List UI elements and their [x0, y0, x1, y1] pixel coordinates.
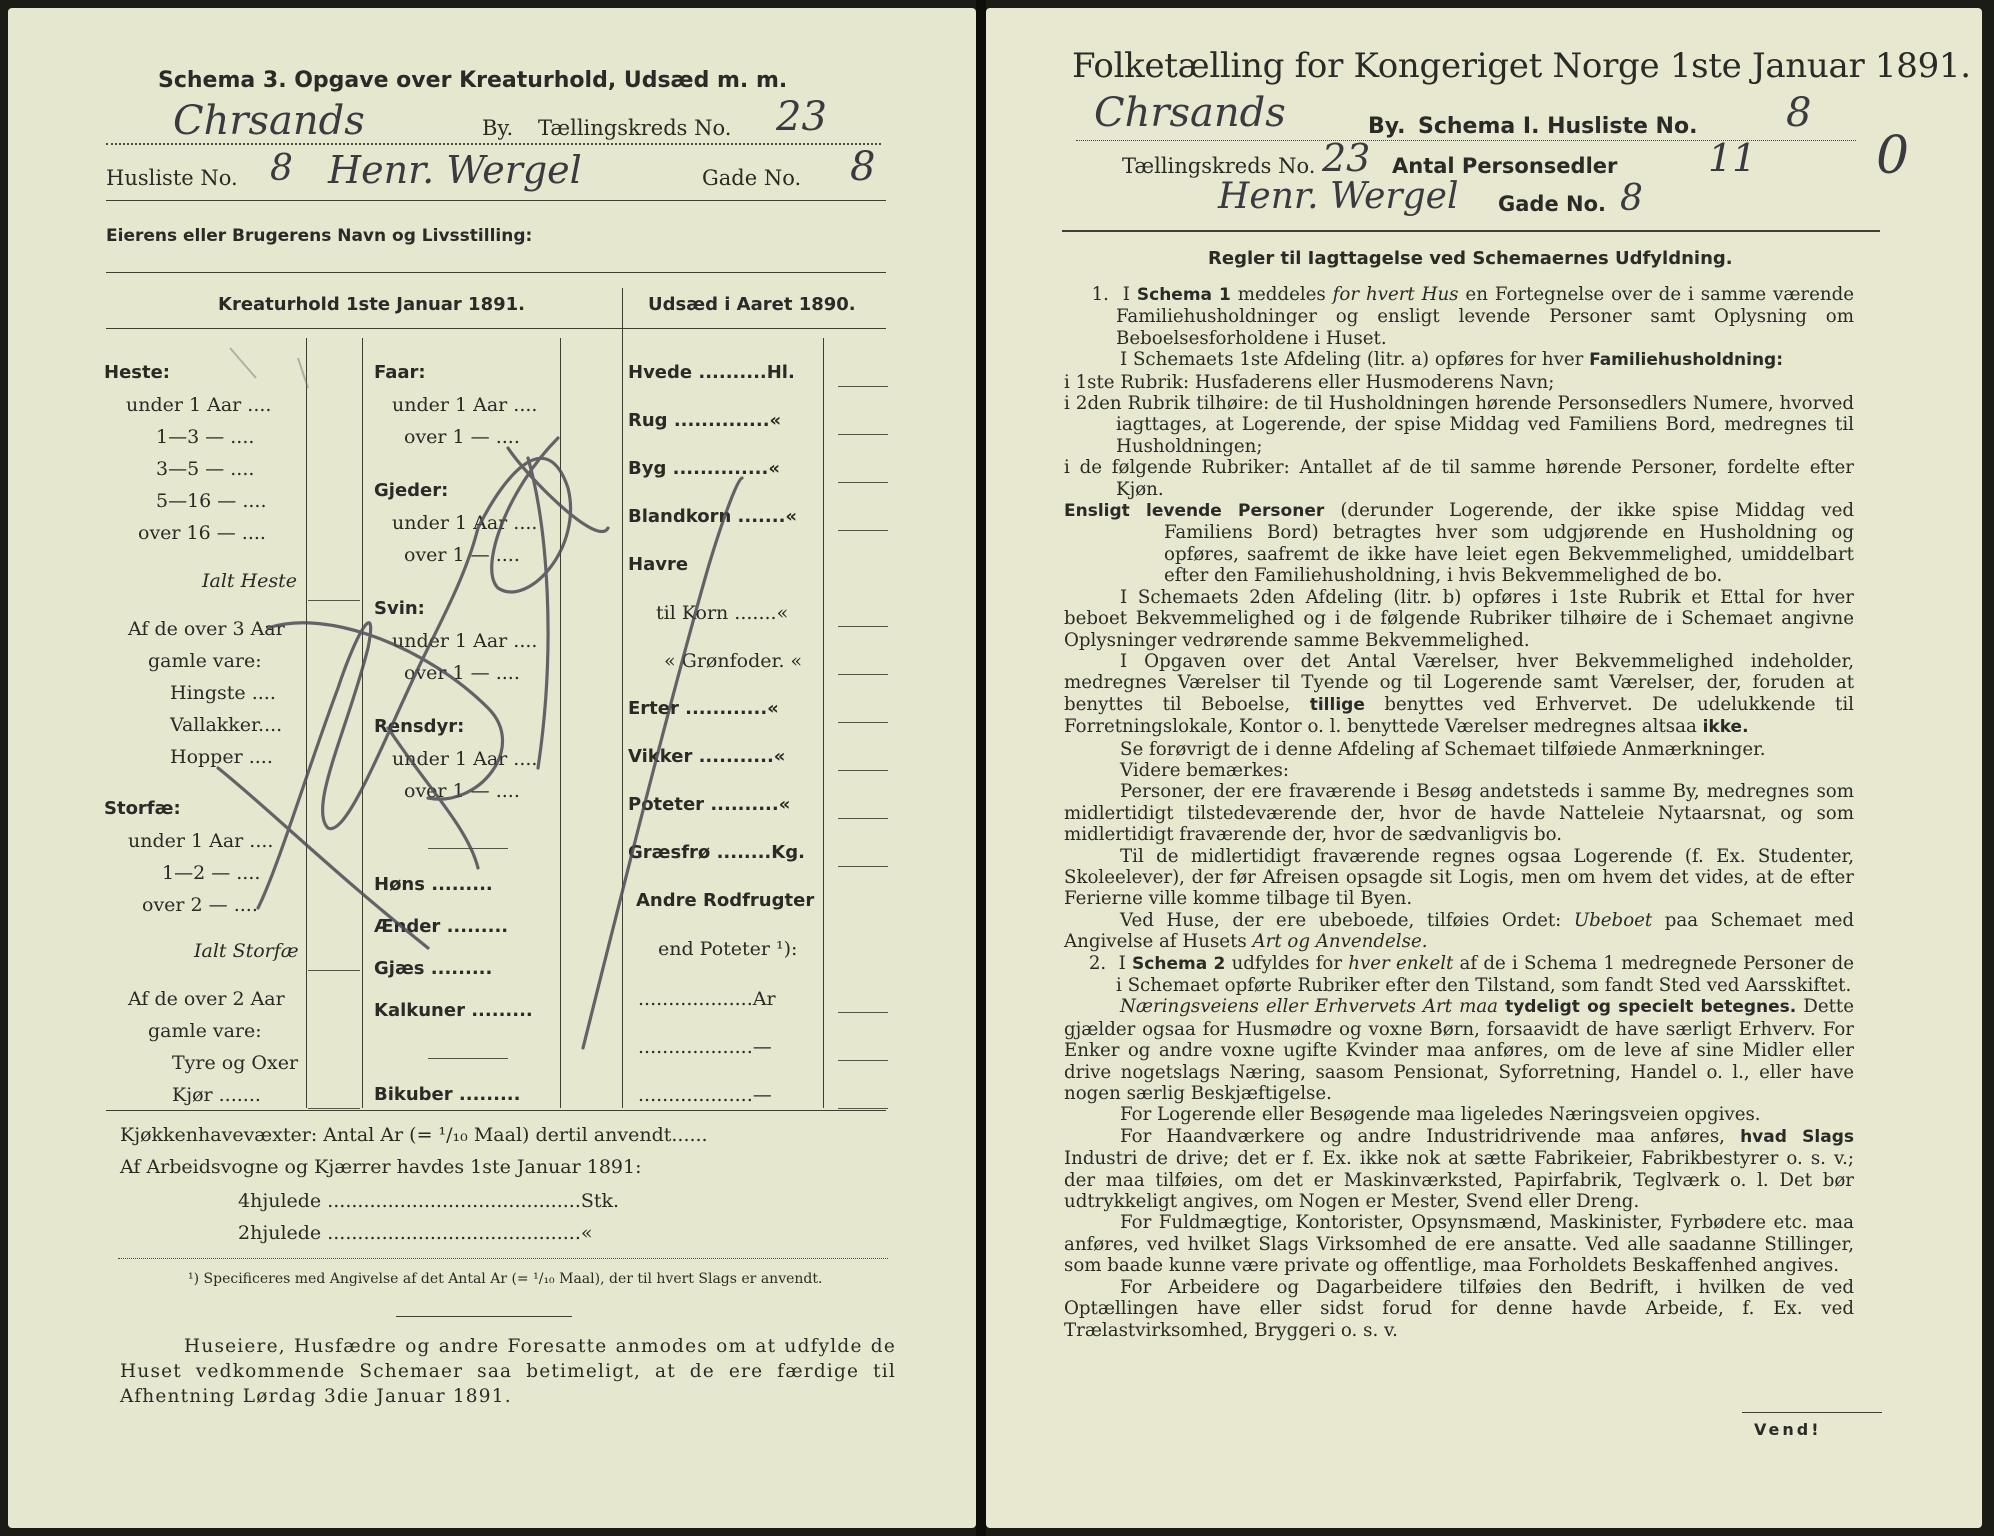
faar-over1: over 1 — .... [404, 426, 520, 448]
answer-line [838, 1012, 888, 1013]
left-by-label: By. [482, 116, 514, 140]
svin-label: Svin: [374, 598, 425, 619]
right-page-schema-1 [986, 8, 1982, 1528]
rensdyr-over1: over 1 — .... [404, 780, 520, 802]
left-gade-value: 8 [850, 144, 876, 190]
vikker: Vikker ...........« [628, 746, 786, 767]
right-gade-value: 8 [1620, 178, 1643, 219]
right-schema-label: Schema I. Husliste No. [1418, 114, 1698, 139]
right-antal-value: 11 [1708, 136, 1757, 180]
byg: Byg ..............« [628, 458, 780, 479]
heste-1-3: 1—3 — .... [156, 426, 255, 448]
ialt-storfae: Ialt Storfæ [194, 940, 299, 962]
kalkuner: Kalkuner ......... [374, 1000, 533, 1021]
heste-over3: Af de over 3 Aar [128, 618, 285, 640]
rules-heading: Regler til Iagttagelse ved Schemaernes Udfyldning. [1208, 248, 1733, 269]
rule-1: 1. I Schema 1 meddeles for hvert Hus en Fortegnelse over de i samme værende Familiehusholdninger og ensligt levende Personer samt Oplysning om Beboelsesforholdene i Huset. [1064, 284, 1854, 349]
right-street-handwritten: Henr. Wergel [1218, 176, 1459, 217]
left-owner-label: Eierens eller Brugerens Navn og Livsstilling: [106, 226, 533, 246]
havre-gronfoder: « Grønfoder. « [664, 650, 803, 672]
gjeder-label: Gjeder: [374, 480, 449, 501]
answer-line [838, 626, 888, 627]
right-gade-label: Gade No. [1498, 192, 1606, 216]
right-taellingskreds-label: Tællingskreds No. [1122, 154, 1316, 178]
answer-line [838, 722, 888, 723]
answer-line [838, 530, 888, 531]
left-footnote: ¹) Specificeres med Angivelse af det Antal Ar (= ¹/₁₀ Maal), der til hvert Slags er anvendt. [188, 1271, 823, 1287]
svin-u1: under 1 Aar .... [392, 630, 538, 652]
left-taellingskreds-value: 23 [776, 94, 827, 140]
heste-over16: over 16 — .... [138, 522, 266, 544]
left-heading: Schema 3. Opgave over Kreaturhold, Udsæd m. m. [158, 68, 788, 93]
vallakker: Vallakker.... [170, 714, 283, 736]
udsaed-heading: Udsæd i Aaret 1890. [648, 294, 856, 315]
right-city-handwritten: Chrsands [1094, 90, 1286, 136]
right-antal-label: Antal Personsedler [1392, 154, 1618, 178]
right-by-label: By. [1368, 114, 1406, 139]
ialt-heste: Ialt Heste [202, 570, 298, 592]
book-spine [976, 0, 986, 1536]
left-rule-top [106, 200, 886, 201]
gjeder-over1: over 1 — .... [404, 544, 520, 566]
col-rule-5 [823, 338, 824, 1108]
heste-gamle: gamle vare: [148, 650, 262, 672]
end-poteter: end Poteter ¹): [658, 938, 798, 960]
storfae-1-2: 1—2 — .... [162, 862, 261, 884]
right-vend-rule [1742, 1412, 1882, 1413]
answer-line [838, 434, 888, 435]
right-taellingskreds-value: 23 [1322, 136, 1371, 180]
rensdyr-label: Rensdyr: [374, 716, 465, 737]
gjeder-u1: under 1 Aar .... [392, 512, 538, 534]
answer-line [838, 1108, 888, 1109]
hjul2-line: 2hjulede ..........................................« [238, 1222, 593, 1244]
kjokkenhave-line: Kjøkkenhavevæxter: Antal Ar (= ¹/₁₀ Maal) dertil anvendt...... [120, 1124, 708, 1146]
answer-line [428, 848, 508, 849]
erter: Erter ............« [628, 698, 779, 719]
heste-label: Heste: [104, 362, 170, 383]
answer-line [838, 770, 888, 771]
answer-line [428, 1058, 508, 1059]
left-gade-label: Gade No. [702, 166, 802, 190]
aender: Ænder ......... [374, 916, 509, 937]
left-separator [118, 1258, 888, 1259]
answer-line [838, 866, 888, 867]
answer-line [838, 482, 888, 483]
left-page-schema-3 [8, 8, 976, 1528]
havre-korn: til Korn .......« [656, 602, 789, 624]
arbeidsvogne-line: Af Arbeidsvogne og Kjærrer havdes 1ste Januar 1891: [120, 1156, 642, 1178]
storfae-label: Storfæ: [104, 798, 181, 819]
hopper: Hopper .... [170, 746, 273, 768]
left-husliste-label: Husliste No. [106, 166, 238, 190]
poteter: Poteter ..........« [628, 794, 791, 815]
left-husliste-value: 8 [270, 148, 293, 189]
storfae-u1: under 1 Aar .... [128, 830, 274, 852]
left-city-handwritten: Chrsands [173, 98, 365, 144]
answer-line [308, 600, 360, 601]
rodfrugter-line1: ...................Ar [638, 988, 776, 1010]
rug: Rug ..............« [628, 410, 782, 431]
faar-u1: under 1 Aar .... [392, 394, 538, 416]
storfae-over2: over 2 — .... [142, 894, 258, 916]
heste-5-16: 5—16 — .... [156, 490, 267, 512]
answer-line [838, 674, 888, 675]
answer-line [838, 818, 888, 819]
andre-rodfrugter: Andre Rodfrugter [636, 890, 815, 911]
tyre-oxer: Tyre og Oxer [172, 1052, 299, 1074]
answer-line [308, 1108, 360, 1109]
bikuber: Bikuber ......... [374, 1084, 521, 1105]
left-table-bottom-rule [106, 1110, 886, 1111]
kjor: Kjør ....... [172, 1084, 261, 1106]
col-rule-1 [306, 338, 307, 1108]
right-margin-mark: 0 [1876, 126, 1910, 186]
rule-2: 2. I Schema 2 udfyldes for hver enkelt af de i Schema 1 medregnede Personer de i Schemaet opførte Rubriker efter den Tilstand, som fandt Sted ved Aarsskiftet. [1064, 952, 1854, 996]
col-rule-2 [362, 338, 363, 1108]
storfae-over2-aar: Af de over 2 Aar [128, 988, 285, 1010]
left-closing-notice: Huseiere, Husfædre og andre Foresatte anmodes om at udfylde de Huset vedkommende Schemaer saa betimeligt, at de ere færdige til Afhentning Lørdag 3die Januar 1891. [120, 1336, 896, 1407]
kreaturhold-heading: Kreaturhold 1ste Januar 1891. [218, 294, 525, 315]
graesfro: Græsfrø ........Kg. [628, 842, 805, 863]
hjul4-line: 4hjulede ..........................................Stk. [238, 1190, 620, 1212]
left-taellingskreds-label: Tællingskreds No. [538, 116, 732, 140]
answer-line [838, 1060, 888, 1061]
hingste: Hingste .... [170, 682, 276, 704]
rules-body: 1. I Schema 1 meddeles for hvert Hus en Fortegnelse over de i samme værende Familiehusholdninger og ensligt levende Personer samt Oplysning om Beboelsesforholdene i Huset. I Schemaets 1ste Afdeling (litr. a) opføres for hver Familiehusholdning: i 1ste Rubrik: Husfaderens eller Husmoderens Navn; i 2den Rubrik tilhøire: de til Husholdningen hørende Personsedlers Numere, hvorved iagttages, at Logerende, der spise Middag ved Familiens Bord, medregnes til Husholdningen; i de følgende Rubriker: Antallet af de til samme hørende Personer, fordelte efter Kjøn. Ensligt levende Personer (derunder Logerende, der ikke spise Middag ved Familiens Bord) betragtes hver som udgjørende en Husholdning og opføres, saafremt de ikke have leiet egen Bekvemmelighed, umiddelbart efter den Familiehusholdning, i hvis Bekvemmelighed de bo. I Schemaets 2den Afdeling (litr. b) opføres i 1ste Rubrik et Ettal for hver beboet Bekvemmelighed og i de følgende Rubriker tilhøire de i Schemaet angivne Oplysninger vedrørende samme Bekvemmelighed. I Opgaven over det Antal Værelser, hver Bekvemmelighed indeholder, medregnes Værelser til Tyende og til Logerende samt Værelser, der, foruden at benyttes til Beboelse, tillige benyttes ved Erhvervet. De udelukkende til Forretningslokale, Kontor o. l. benyttede Værelser medregnes altsaa ikke. Se forøvrigt de i denne Afdeling af Schemaet tilføiede Anmærkninger. Videre bemærkes: Personer, der ere fraværende i Besøg andetsteds i samme By, medregnes som midlertidigt tilstedeværende der, hvor de havde Natteleie Nytaarsnat, og som midlertidigt fraværende der, hvor de sædvanligvis bo. Til de midlertidigt fraværende regnes ogsaa Logerende (f. Ex. Studenter, Skoleelever), der før Afreisen opsagde sit Logis, men om hvem det vides, at de efter Ferierne ville komme tilbage til Byen. Ved Huse, der ere ubeboede, tilføies Ordet: Ubeboet paa Schemaet med Angivelse af Husets Art og Anvendelse. 2. I Schema 2 udfyldes for hver enkelt af de i Schema 1 medregnede Personer de i Schemaet opførte Rubriker efter den Tilstand, som fandt Sted ved Aarsskiftet. Næringsveiens eller Erhvervets Art maa tydeligt og specielt betegnes. Dette gjælder ogsaa for Husmødre og voxne Børn, forsaavidt de have særligt Erhverv. For Enker og andre voxne ugifte Kvinder maa anføres, om de leve af sine Midler eller drive nogetslags Næring, saasom Pensionat, Syforretning, Handel o. l., eller have nogen særlig Beskjæftigelse. For Logerende eller Besøgende maa ligeledes Næringsveien opgives. For Haandværkere og andre Industridrivende maa anføres, hvad Slags Industri de drive; det er f. Ex. ikke nok at sætte Fabrikeier, Fabrikbestyrer o. s. v.; der maa tilføies, om det er Maskinværksted, Papirfabrik, Teglværk o. l. Det bør udtrykkeligt angives, om Nogen er Mester, Svend eller Dreng. For Fuldmægtige, Kontorister, Opsynsmænd, Maskinister, Fyrbødere etc. maa anføres, ved hvilket Slags Virksomhed de ere ansatte. Ved alle saadanne Stillinger, som baade kunne være private og offentlige, maa Forholdets Beskaffenhed angives. For Arbeidere og Dagarbeidere tilføies den Bedrift, i hvilken de ved Optællingen have eller sidst forud for denne havde Arbeide, f. Ex. ved Trælastvirksomhed, Bryggeri o. s. v. [1064, 284, 1855, 1341]
svin-over1: over 1 — .... [404, 662, 520, 684]
right-rule-top [1062, 230, 1880, 232]
hons: Høns ......... [374, 874, 493, 895]
vend-label: Vend! [1754, 1420, 1822, 1439]
right-title: Folketælling for Kongeriget Norge 1ste Januar 1891. [1072, 46, 1971, 86]
rodfrugter-line2: ...................— [638, 1036, 772, 1058]
col-rule-4 [622, 288, 623, 1108]
left-short-rule [396, 1316, 572, 1317]
faar-label: Faar: [374, 362, 426, 383]
left-table-header-rule [106, 328, 886, 329]
answer-line [308, 970, 360, 971]
right-husliste-value: 8 [1786, 90, 1812, 136]
hvede: Hvede ..........Hl. [628, 362, 795, 383]
col-rule-3 [560, 338, 561, 1108]
blandkorn: Blandkorn .......« [628, 506, 798, 527]
left-line-city [106, 143, 881, 145]
heste-3-5: 3—5 — .... [156, 458, 255, 480]
rodfrugter-line3: ...................— [638, 1084, 772, 1106]
gjaes: Gjæs ......... [374, 958, 493, 979]
havre: Havre [628, 554, 689, 575]
rensdyr-u1: under 1 Aar .... [392, 748, 538, 770]
heste-u1: under 1 Aar .... [126, 394, 272, 416]
answer-line [838, 386, 888, 387]
storfae-gamle: gamle vare: [148, 1020, 262, 1042]
left-rule-owner [106, 272, 886, 273]
left-street-handwritten: Henr. Wergel [328, 148, 582, 192]
